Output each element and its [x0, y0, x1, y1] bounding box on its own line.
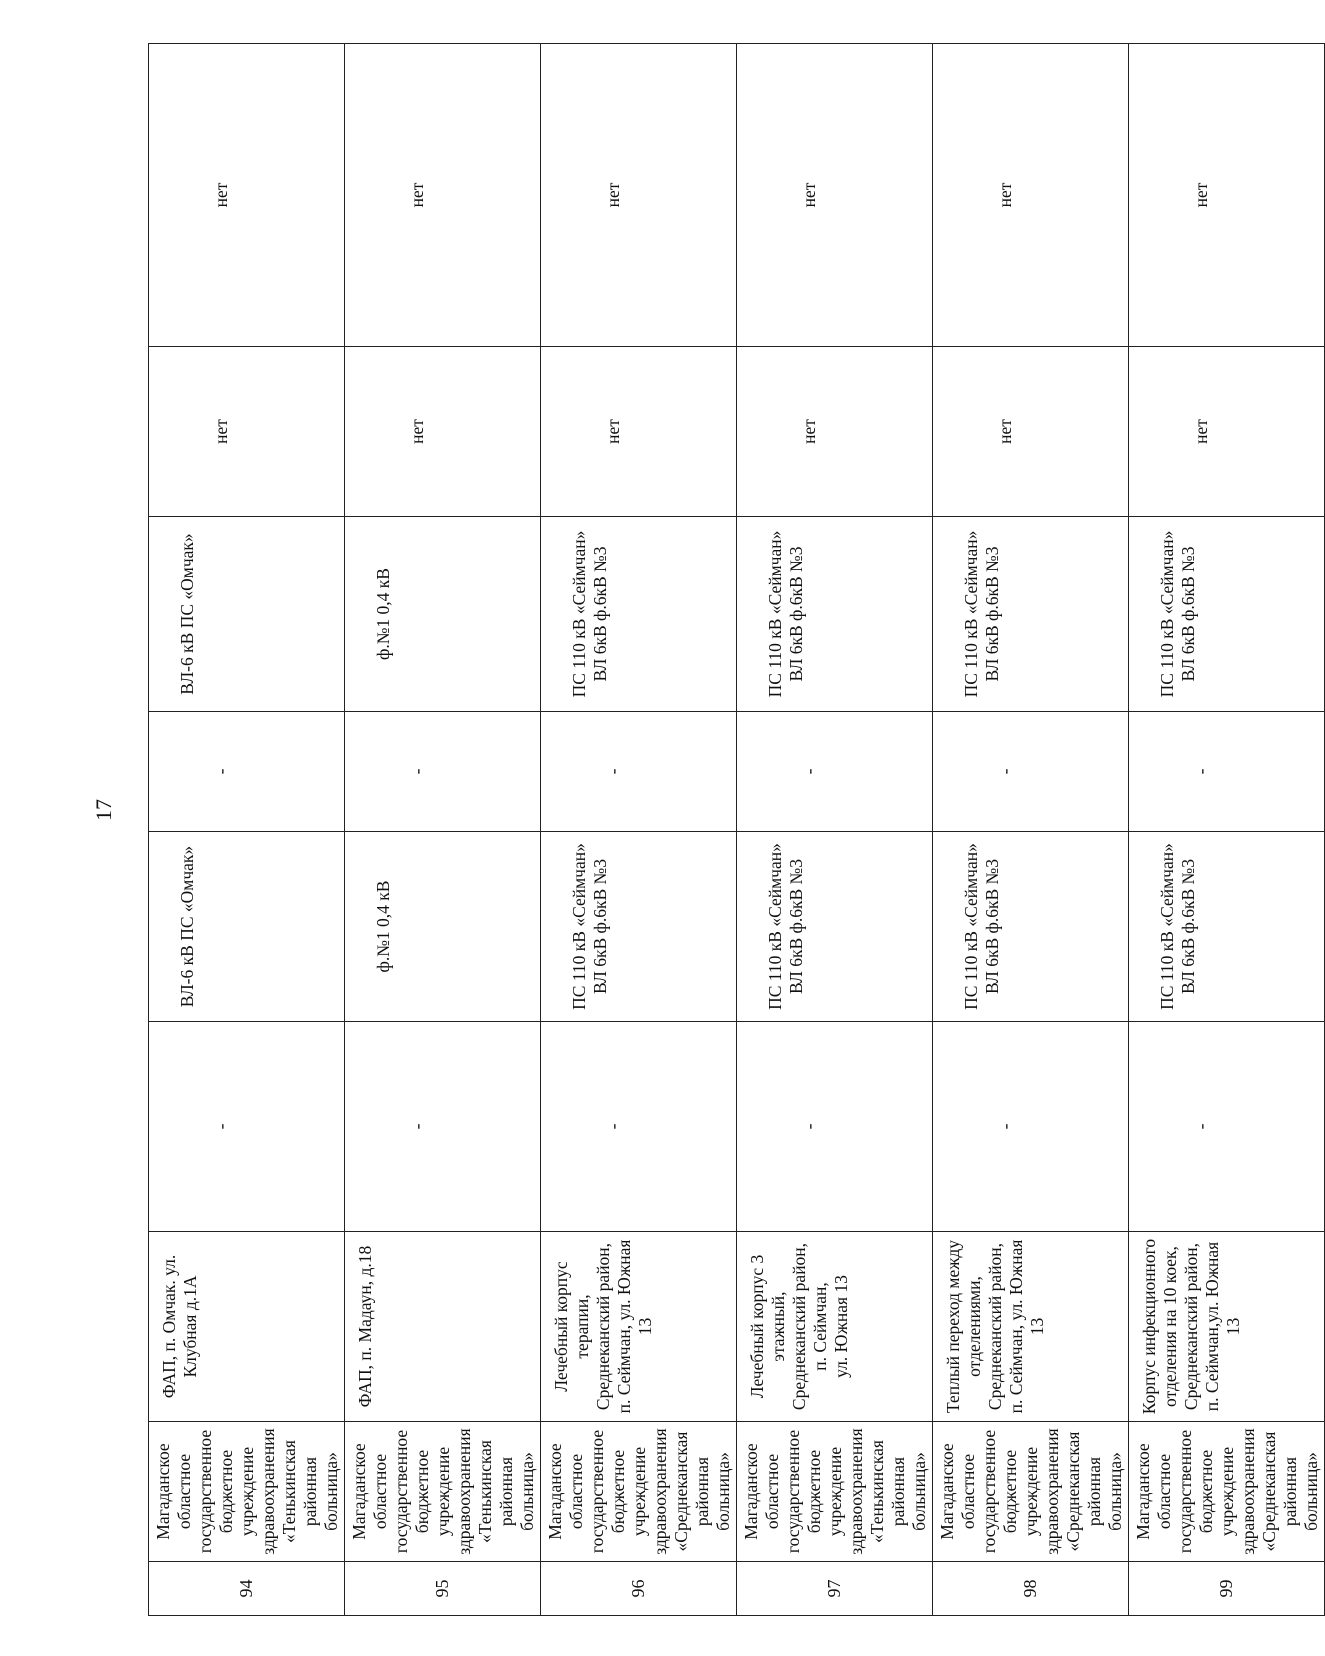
page-number: 17 [91, 799, 116, 821]
dash-cell: - [737, 1022, 933, 1232]
status-cell: нет [149, 44, 345, 347]
dash-cell: - [345, 712, 541, 832]
main-feed-cell: ПС 110 кВ «Сеймчан» ВЛ 6кВ ф.6кВ №3 [541, 832, 737, 1022]
dash-cell: - [1129, 712, 1325, 832]
status-cell: нет [345, 347, 541, 517]
row-number: 94 [149, 1562, 345, 1616]
status-cell: нет [933, 44, 1129, 347]
object-cell: Лечебный корпус 3 этажный, Среднеканский район, п. Сеймчан, ул. Южная 13 [737, 1232, 933, 1422]
status-cell: нет [933, 347, 1129, 517]
organization-cell: Магаданское областное государственное бюджетное учреждение здравоохранения «Среднеканская районная больница» [1129, 1422, 1325, 1562]
table-row [345, 44, 541, 1616]
organization-cell: Магаданское областное государственное бюджетное учреждение здравоохранения «Тенькинская районная больница» [737, 1422, 933, 1562]
organization-cell: Магаданское областное государственное бюджетное учреждение здравоохранения «Среднеканская районная больница» [933, 1422, 1129, 1562]
status-cell: нет [737, 347, 933, 517]
dash-cell: - [933, 712, 1129, 832]
dash-cell: - [1129, 1022, 1325, 1232]
row-number: 98 [933, 1562, 1129, 1616]
status-cell: нет [541, 347, 737, 517]
object-cell: ФАП, п. Омчак. ул. Клубная д.1А [149, 1232, 345, 1422]
table-row [1129, 44, 1325, 1616]
object-cell: Корпус инфекционного отделения на 10 коек, Среднеканский район, п. Сеймчан,ул. Южная 13 [1129, 1232, 1325, 1422]
reserve-feed-cell: ПС 110 кВ «Сеймчан» ВЛ 6кВ ф.6кВ №3 [933, 517, 1129, 712]
main-feed-cell: ВЛ-6 кВ ПС «Омчак» [149, 832, 345, 1022]
dash-cell: - [541, 712, 737, 832]
dash-cell: - [149, 712, 345, 832]
row-number: 96 [541, 1562, 737, 1616]
object-cell: Лечебный корпус терапии, Среднеканский район, п. Сеймчан, ул. Южная 13 [541, 1232, 737, 1422]
organization-cell: Магаданское областное государственное бюджетное учреждение здравоохранения «Тенькинская районная больница» [345, 1422, 541, 1562]
reserve-feed-cell: ПС 110 кВ «Сеймчан» ВЛ 6кВ ф.6кВ №3 [737, 517, 933, 712]
object-cell: ФАП, п. Мадаун, д.18 [345, 1232, 541, 1422]
dash-cell: - [737, 712, 933, 832]
object-cell: Теплый переход между отделениями, Среднеканский район, п. Сеймчан, ул. Южная 13 [933, 1232, 1129, 1422]
reserve-feed-cell: ПС 110 кВ «Сеймчан» ВЛ 6кВ ф.6кВ №3 [541, 517, 737, 712]
row-number: 95 [345, 1562, 541, 1616]
status-cell: нет [345, 44, 541, 347]
rotated-table-wrapper [148, 44, 1321, 1616]
dash-cell: - [345, 1022, 541, 1232]
main-feed-cell: ПС 110 кВ «Сеймчан» ВЛ 6кВ ф.6кВ №3 [737, 832, 933, 1022]
main-feed-cell: ПС 110 кВ «Сеймчан» ВЛ 6кВ ф.6кВ №3 [1129, 832, 1325, 1022]
dash-cell: - [149, 1022, 345, 1232]
row-number: 97 [737, 1562, 933, 1616]
table-row [737, 44, 933, 1616]
status-cell: нет [149, 347, 345, 517]
status-cell: нет [1129, 347, 1325, 517]
row-number: 99 [1129, 1562, 1325, 1616]
reserve-feed-cell: ВЛ-6 кВ ПС «Омчак» [149, 517, 345, 712]
reserve-feed-cell: ПС 110 кВ «Сеймчан» ВЛ 6кВ ф.6кВ №3 [1129, 517, 1325, 712]
reserve-feed-cell: ф.№1 0,4 кВ [345, 517, 541, 712]
organization-cell: Магаданское областное государственное бюджетное учреждение здравоохранения «Среднеканская районная больница» [541, 1422, 737, 1562]
table-row [149, 44, 345, 1616]
main-feed-cell: ф.№1 0,4 кВ [345, 832, 541, 1022]
organization-cell: Магаданское областное государственное бюджетное учреждение здравоохранения «Тенькинская районная больница» [149, 1422, 345, 1562]
status-cell: нет [541, 44, 737, 347]
status-cell: нет [737, 44, 933, 347]
facilities-table [148, 43, 1325, 1616]
table-row [933, 44, 1129, 1616]
main-feed-cell: ПС 110 кВ «Сеймчан» ВЛ 6кВ ф.6кВ №3 [933, 832, 1129, 1022]
status-cell: нет [1129, 44, 1325, 347]
table-row [541, 44, 737, 1616]
dash-cell: - [933, 1022, 1129, 1232]
dash-cell: - [541, 1022, 737, 1232]
